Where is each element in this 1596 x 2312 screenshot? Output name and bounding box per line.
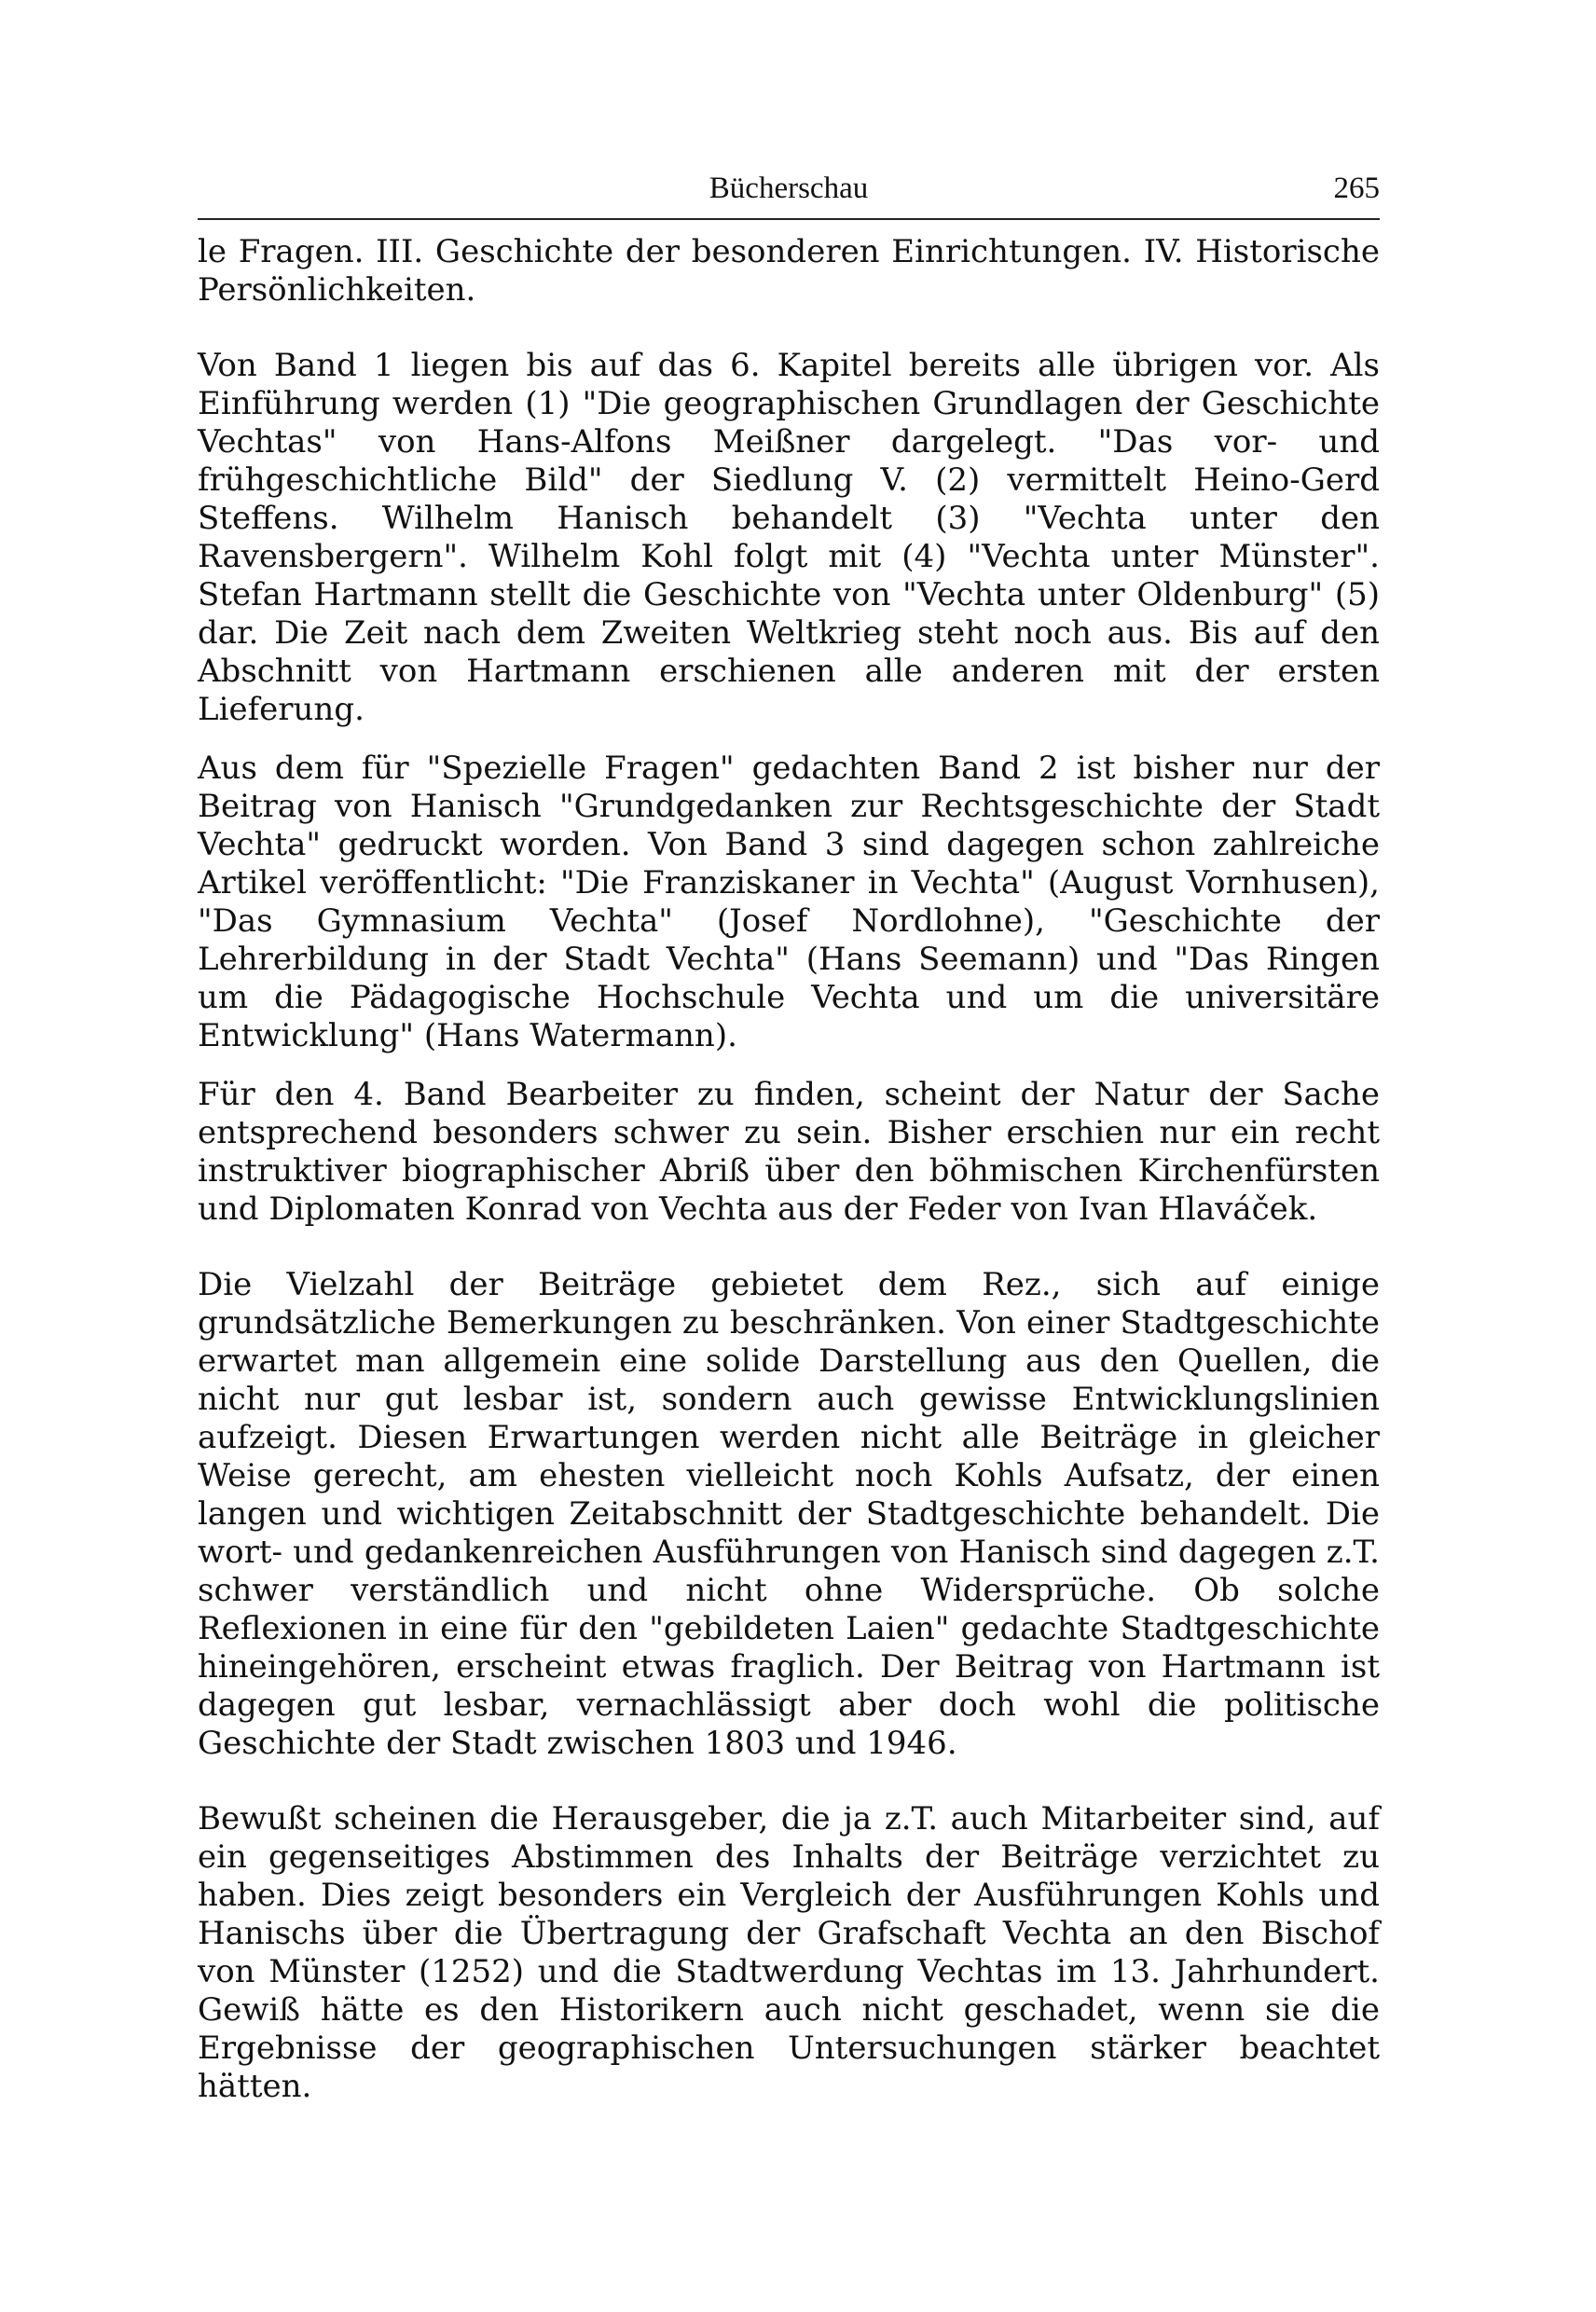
paragraph: Aus dem für "Spezielle Fragen" gedachten Band 2 ist bisher nur der Beitrag von Hanisch "Grundgedanken zur Rechtsgeschichte der Stadt Vechta" gedruckt worden. Von Band 3 sind dagegen schon zahlreiche Artikel veröffentlicht: "Die Franziskaner in Vechta" (August Vornhusen), "Das Gymnasium Vechta" (Josef Nordlohne), "Geschichte der Lehrerbildung in der Stadt Vechta" (Hans Seemann) und "Das Ringen um die Pädagogische Hochschule Vechta und um die universitäre Entwicklung" (Hans Watermann). bbox=[198, 750, 1380, 1054]
running-title: Bücherschau bbox=[709, 172, 869, 205]
paragraph: Von Band 1 liegen bis auf das 6. Kapitel bereits alle übrigen vor. Als Einführung werden (1) "Die geographischen Grundlagen der Geschichte Vechtas" von Hans-Alfons Meißner dargelegt. "Das vor- und frühgeschichtliche Bild" der Siedlung V. (2) vermittelt Heino-Gerd Steffens. Wilhelm Hanisch behandelt (3) "Vechta unter den Ravensbergern". Wilhelm Kohl folgt mit (4) "Vechta unter Münster". Stefan Hartmann stellt die Geschichte von "Vechta unter Oldenburg" (5) dar. Die Zeit nach dem Zweiten Weltkrieg steht noch aus. Bis auf den Abschnitt von Hartmann erschienen alle anderen mit der ersten Lieferung. bbox=[198, 347, 1380, 728]
document-page bbox=[198, 158, 1380, 2106]
body-text bbox=[198, 233, 1380, 2106]
paragraph: le Fragen. III. Geschichte der besonderen Einrichtungen. IV. Historische Persönlichkeiten. bbox=[198, 233, 1380, 309]
running-header bbox=[198, 158, 1380, 220]
paragraph: Die Vielzahl der Beiträge gebietet dem Rez., sich auf einige grundsätzliche Bemerkungen zu beschränken. Von einer Stadtgeschichte erwartet man allgemein eine solide Darstellung aus den Quellen, die nicht nur gut lesbar ist, sondern auch gewisse Entwicklungslinien aufzeigt. Diesen Erwartungen werden nicht alle Beiträge in gleicher Weise gerecht, am ehesten vielleicht noch Kohls Aufsatz, der einen langen und wichtigen Zeitabschnitt der Stadtgeschichte behandelt. Die wort- und gedankenreichen Ausführungen von Hanisch sind dagegen z.T. schwer verständlich und nicht ohne Widersprüche. Ob solche Reflexionen in eine für den "gebildeten Laien" gedachte Stadtgeschichte hineingehören, erscheint etwas fraglich. Der Beitrag von Hartmann ist dagegen gut lesbar, vernachlässigt aber doch wohl die politische Geschichte der Stadt zwischen 1803 und 1946. bbox=[198, 1266, 1380, 1762]
paragraph: Bewußt scheinen die Herausgeber, die ja z.T. auch Mitarbeiter sind, auf ein gegenseitiges Abstimmen des Inhalts der Beiträge verzichtet zu haben. Dies zeigt besonders ein Vergleich der Ausführungen Kohls und Hanischs über die Übertragung der Grafschaft Vechta an den Bischof von Münster (1252) und die Stadtwerdung Vechtas im 13. Jahrhundert. Gewiß hätte es den Historikern auch nicht geschadet, wenn sie die Ergebnisse der geographischen Untersuchungen stärker beachtet hätten. bbox=[198, 1800, 1380, 2105]
paragraph: Für den 4. Band Bearbeiter zu finden, scheint der Natur der Sache entsprechend besonders schwer zu sein. Bisher erschien nur ein recht instruktiver biographischer Abriß über den böhmischen Kirchenfürsten und Diplomaten Konrad von Vechta aus der Feder von Ivan Hlaváček. bbox=[198, 1076, 1380, 1228]
page-number: 265 bbox=[1333, 172, 1380, 205]
